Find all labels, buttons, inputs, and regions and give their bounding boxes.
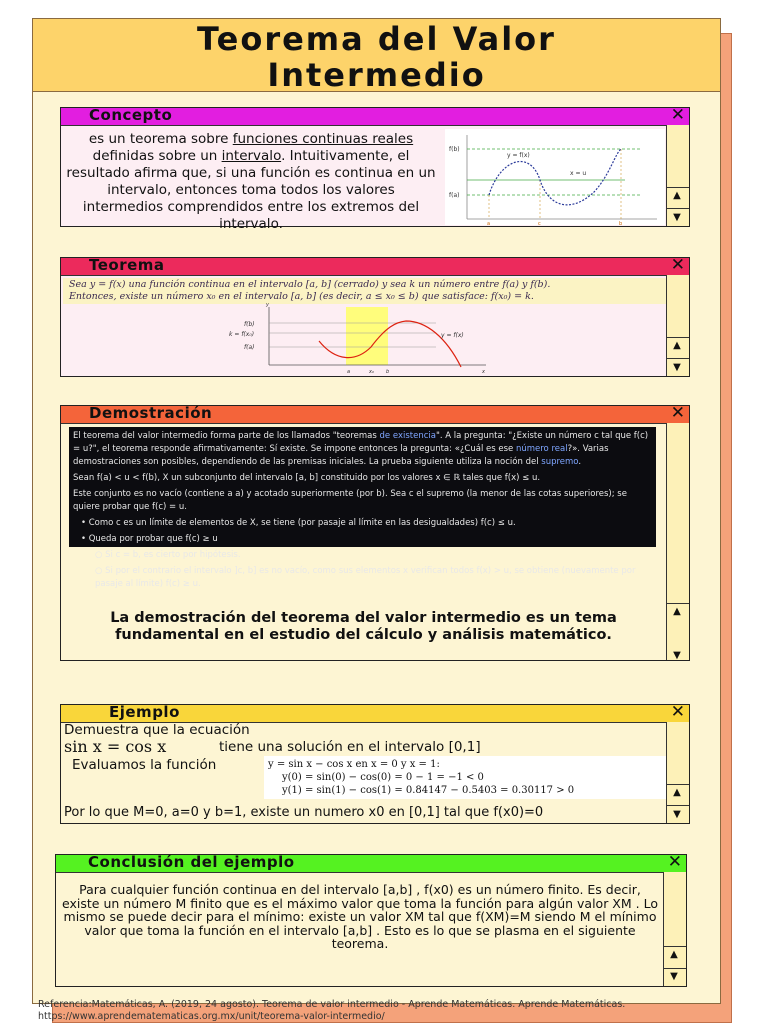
teorema-graph-fb: f(b) bbox=[244, 321, 255, 328]
proof-p1c: ?». Varias demostraciones son posibles, dependiendo de las premisas iniciales. La prueba siguiente utiliza la noción del bbox=[73, 444, 609, 467]
teorema-scrollbar[interactable] bbox=[666, 275, 689, 376]
proof-paragraph-3: Este conjunto es no vacío (contiene a a) y acotado superiormente (por b). Sea c el supremo (la menor de las cotas superiores); se quiere probar que f(c) = u. bbox=[73, 489, 627, 512]
demostracion-summary: La demostración del teorema del valor intermedio es un tema fundamental en el estudio del cálculo y análisis matemático. bbox=[110, 610, 617, 643]
close-icon[interactable]: ✕ bbox=[670, 403, 685, 423]
teorema-header bbox=[61, 255, 689, 276]
ejemplo-scrollbar[interactable] bbox=[666, 722, 689, 823]
concepto-text-a: es un teorema sobre bbox=[88, 131, 233, 147]
demostracion-window bbox=[60, 405, 690, 661]
scroll-up-icon[interactable]: ▲ bbox=[673, 190, 681, 201]
title-line-2: Intermedio bbox=[267, 56, 486, 94]
close-icon[interactable]: ✕ bbox=[670, 255, 685, 275]
title-line-1: Teorema del Valor bbox=[197, 20, 556, 58]
ejemplo-eq-1: y = sin x − cos x en x = 0 y x = 1: bbox=[268, 759, 440, 770]
ejemplo-line-1: Demuestra que la ecuación bbox=[64, 722, 250, 738]
ejemplo-body bbox=[61, 722, 667, 823]
title-bar bbox=[33, 19, 720, 92]
teorema-statement-1: Sea y = f(x) una función continua en el intervalo [a, b] (cerrado) y sea k un número entre f(a) y f(b). bbox=[69, 279, 551, 290]
teorema-statement bbox=[63, 278, 675, 304]
close-icon[interactable]: ✕ bbox=[670, 105, 685, 125]
teorema-graph bbox=[211, 302, 491, 377]
page-title bbox=[33, 19, 720, 93]
conclusion-window bbox=[55, 854, 687, 987]
demostracion-body bbox=[61, 423, 667, 660]
ejemplo-title: Ejemplo bbox=[109, 703, 180, 721]
teorema-window bbox=[60, 257, 690, 377]
proof-bullet-2b: ○ Si por el contrario el intervalo ]c, b] es no vacío, como sus elementos x verifican todos f(x) > u, se obtiene (nuevamente por pasaje al límite) f(c) ≥ u. bbox=[95, 566, 636, 589]
concepto-graph-c: c bbox=[538, 221, 541, 227]
concepto-graph-fn: y = f(x) bbox=[507, 152, 530, 159]
concepto-graph-fa: f(a) bbox=[449, 192, 460, 199]
scroll-up-icon[interactable]: ▲ bbox=[670, 949, 678, 960]
teorema-graph-x0: x₀ bbox=[369, 369, 374, 375]
supremo-link[interactable]: supremo bbox=[541, 457, 579, 467]
conclusion-text: Para cualquier función continua en del intervalo [a,b] , f(x0) es un número finito. Es decir, existe un número M finito que es el máximo valor que toma la función para algún valor XM . Lo mismo se puede decir para el mínimo: existe un valor XM tal que f(XM)=M siendo M el mínimo valor que toma la función en el intervalo [a,b] . Esto es lo que se plasma en el siguiente teorema. bbox=[62, 882, 658, 951]
conclusion-header bbox=[56, 852, 686, 873]
concepto-graph-u: x = u bbox=[570, 170, 587, 177]
concepto-title: Concepto bbox=[89, 106, 173, 124]
proof-p1a: El teorema del valor intermedio forma parte de los llamados "teoremas bbox=[73, 431, 380, 441]
concepto-window bbox=[60, 105, 690, 232]
teorema-statement-2: Entonces, existe un número x₀ en el intervalo [a, b] (es decir, a ≤ x₀ ≤ b) que satisface: f(x₀) = k. bbox=[69, 291, 534, 302]
ejemplo-line-4: Por lo que M=0, a=0 y b=1, existe un numero x0 en [0,1] tal que f(x0)=0 bbox=[64, 805, 544, 820]
demostracion-header bbox=[61, 403, 689, 424]
concepto-text-b: definidas sobre un bbox=[92, 148, 222, 164]
close-icon[interactable]: ✕ bbox=[667, 852, 682, 872]
proof-bullet-2: • Queda por probar que f(c) ≥ u bbox=[81, 534, 218, 544]
teorema-graph-xaxis: x bbox=[482, 369, 485, 375]
proof-p1b: ". A la pregunta: "¿Existe un número c tal que f(c) = u?", el teorema responde afirmativamente: Sí existe. Se impone entonces la pregunta: «¿Cuál es ese bbox=[73, 431, 649, 454]
teorema-graph-fn: y = f(x) bbox=[441, 332, 464, 339]
scroll-down-icon[interactable]: ▼ bbox=[673, 809, 681, 820]
ejemplo-eq-2: y(0) = sin(0) − cos(0) = 0 − 1 = −1 < 0 bbox=[282, 772, 484, 783]
scroll-down-icon[interactable]: ▼ bbox=[673, 212, 681, 223]
proof-paragraph-1 bbox=[73, 430, 652, 469]
reference-text: Referencia:Matemáticas, A. (2019, 24 agosto). Teorema de valor intermedio - Aprende Matemáticas. Aprende Matemáticas. https://www.aprendematematicas.org.mx/unit/teorema-valor-intermedio/ bbox=[38, 999, 626, 1022]
numero-real-link[interactable]: número real bbox=[515, 444, 568, 454]
ejemplo-line-2: tiene una solución en el intervalo [0,1] bbox=[219, 739, 481, 755]
teorema-graph-b: b bbox=[386, 369, 390, 375]
funciones-link[interactable]: funciones continuas reales bbox=[232, 131, 414, 147]
concepto-body bbox=[61, 125, 667, 232]
conclusion-body bbox=[56, 872, 664, 986]
concepto-graph-fb: f(b) bbox=[449, 146, 460, 153]
demostracion-scrollbar[interactable] bbox=[666, 423, 689, 660]
ejemplo-equation: sin x = cos x bbox=[64, 737, 167, 756]
scroll-down-icon[interactable]: ▼ bbox=[673, 650, 681, 661]
teorema-body bbox=[61, 275, 667, 376]
ejemplo-line-3: Evaluamos la función bbox=[72, 757, 217, 773]
proof-bullet-2a: ○ Si c = b, es cierto por hipótesis. bbox=[95, 550, 241, 560]
ejemplo-window bbox=[60, 704, 690, 824]
proof-p1d: . bbox=[578, 457, 582, 467]
ejemplo-eq-3: y(1) = sin(1) − cos(1) = 0.84147 − 0.5403 = 0.30117 > 0 bbox=[282, 785, 575, 796]
teorema-graph-k: k = f(x₀) bbox=[229, 331, 255, 338]
close-icon[interactable]: ✕ bbox=[670, 702, 685, 722]
teorema-graph-fa: f(a) bbox=[244, 344, 255, 351]
ejemplo-header bbox=[61, 702, 689, 723]
scroll-down-icon[interactable]: ▼ bbox=[670, 971, 678, 982]
concepto-scrollbar[interactable] bbox=[666, 125, 689, 226]
teorema-graph-a: a bbox=[347, 369, 351, 375]
concepto-text bbox=[65, 131, 437, 233]
concepto-text-c: . Intuitivamente, el resultado afirma que, si una función es continua en un intervalo, entonces toma todos los valores intermedios comprendidos entre los extremos del intervalo. bbox=[66, 148, 436, 232]
poster-sheet bbox=[32, 18, 721, 1022]
conclusion-scrollbar[interactable] bbox=[663, 872, 686, 986]
concepto-graph-a: a bbox=[487, 221, 491, 227]
teorema-title: Teorema bbox=[89, 256, 165, 274]
proof-paragraph-2: Sean f(a) < u < f(b), X un subconjunto del intervalo [a, b] constituido por los valores x ∈ ℝ tales que f(x) ≤ u. bbox=[73, 473, 541, 483]
existencia-link[interactable]: de existencia bbox=[379, 431, 436, 441]
demostracion-title: Demostración bbox=[89, 404, 213, 422]
scroll-down-icon[interactable]: ▼ bbox=[673, 362, 681, 373]
concepto-graph bbox=[445, 129, 665, 225]
proof-panel bbox=[69, 427, 656, 589]
concepto-graph-b: b bbox=[619, 221, 623, 227]
teorema-graph-yaxis: y bbox=[266, 302, 269, 308]
ejemplo-equations bbox=[264, 756, 668, 799]
conclusion-title: Conclusión del ejemplo bbox=[88, 853, 295, 871]
scroll-up-icon[interactable]: ▲ bbox=[673, 787, 681, 798]
intervalo-link[interactable]: intervalo bbox=[221, 148, 282, 164]
scroll-up-icon[interactable]: ▲ bbox=[673, 340, 681, 351]
scroll-up-icon[interactable]: ▲ bbox=[673, 606, 681, 617]
concepto-header bbox=[61, 105, 689, 126]
proof-bullet-1: • Como c es un límite de elementos de X, se tiene (por pasaje al límite en las desigualdades) f(c) ≤ u. bbox=[81, 518, 516, 528]
